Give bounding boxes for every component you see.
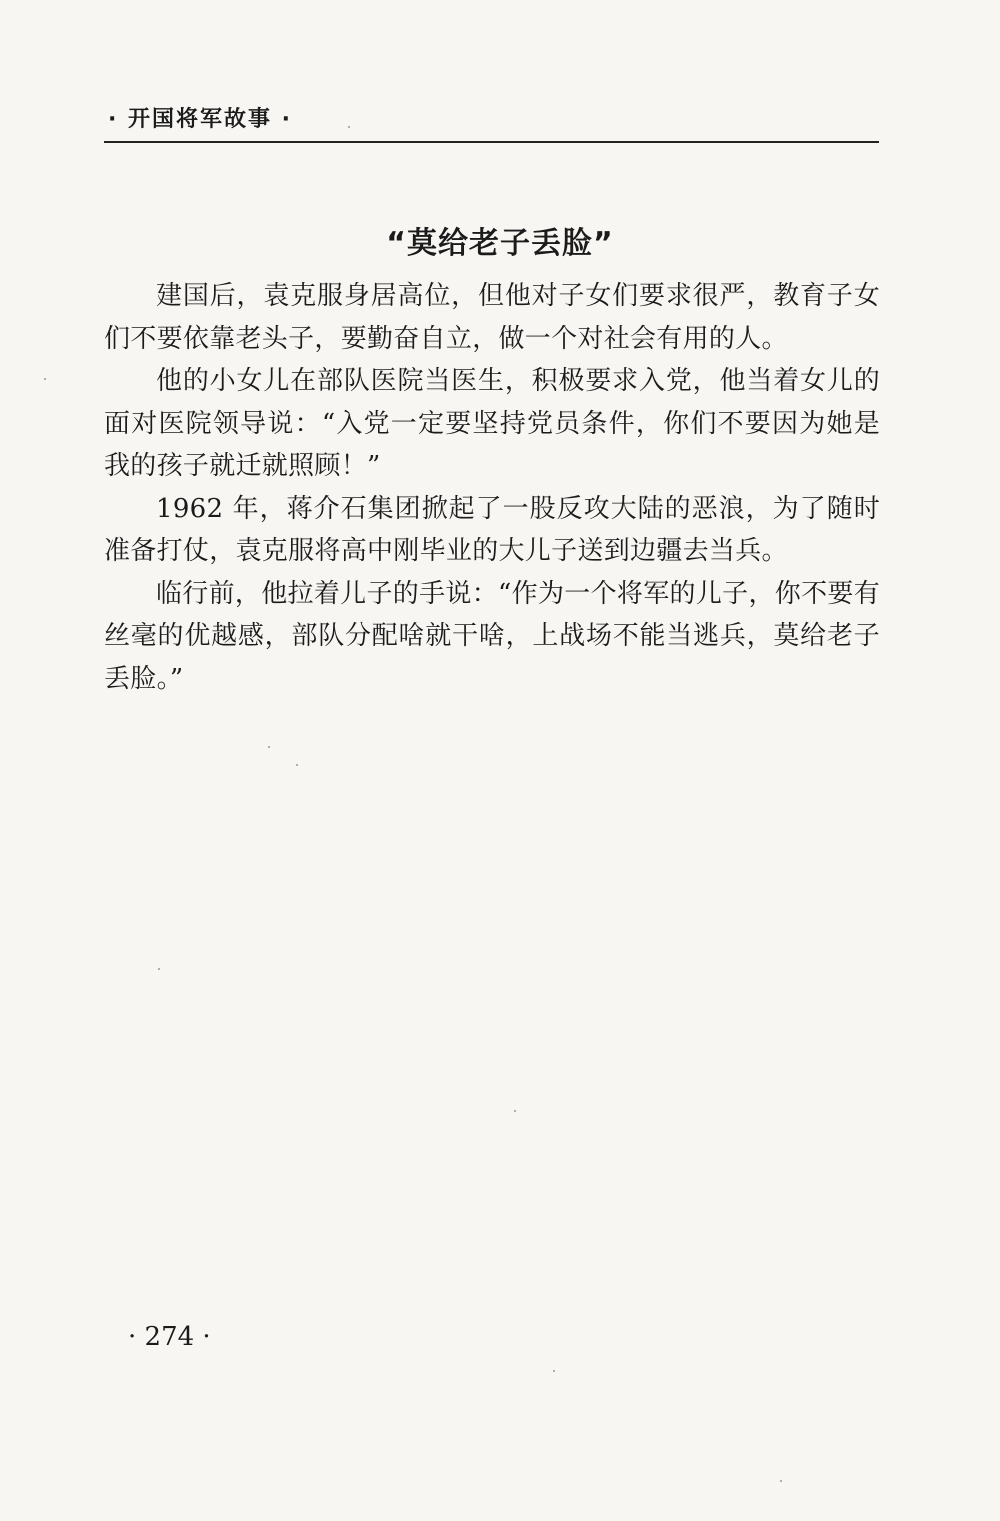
page-number: · 274 ·	[128, 1322, 211, 1352]
paragraph: 1962 年，蒋介石集团掀起了一股反攻大陆的恶浪，为了随时准备打仗，袁克服将高中刚毕业的大儿子送到边疆去当兵。	[104, 493, 880, 566]
paragraph: 他的小女儿在部队医院当医生，积极要求入党，他当着女儿的面对医院领导说：“入党一定要坚持党员条件，你们不要因为她是我的孩子就迁就照顾！”	[104, 366, 880, 481]
scan-speck	[348, 126, 350, 128]
scan-speck	[514, 1110, 516, 1112]
paragraph: 建国后，袁克服身居高位，但他对子女们要求很严，教育子女们不要依靠老头子，要勤奋自立，做一个对社会有用的人。	[104, 281, 880, 354]
article-body	[104, 275, 880, 700]
running-header: · 开国将军故事 ·	[108, 107, 293, 132]
header-divider	[104, 141, 879, 143]
article-title: “莫给老子丢脸”	[386, 226, 614, 261]
paragraph: 临行前，他拉着儿子的手说：“作为一个将军的儿子，你不要有丝毫的优越感，部队分配啥就干啥，上战场不能当逃兵，莫给老子丢脸。”	[104, 578, 880, 694]
scan-speck	[553, 1370, 555, 1372]
scan-speck	[44, 378, 46, 380]
scan-speck	[158, 968, 160, 970]
scan-speck	[780, 1480, 782, 1482]
scan-speck	[268, 746, 270, 748]
scan-speck	[296, 764, 298, 766]
